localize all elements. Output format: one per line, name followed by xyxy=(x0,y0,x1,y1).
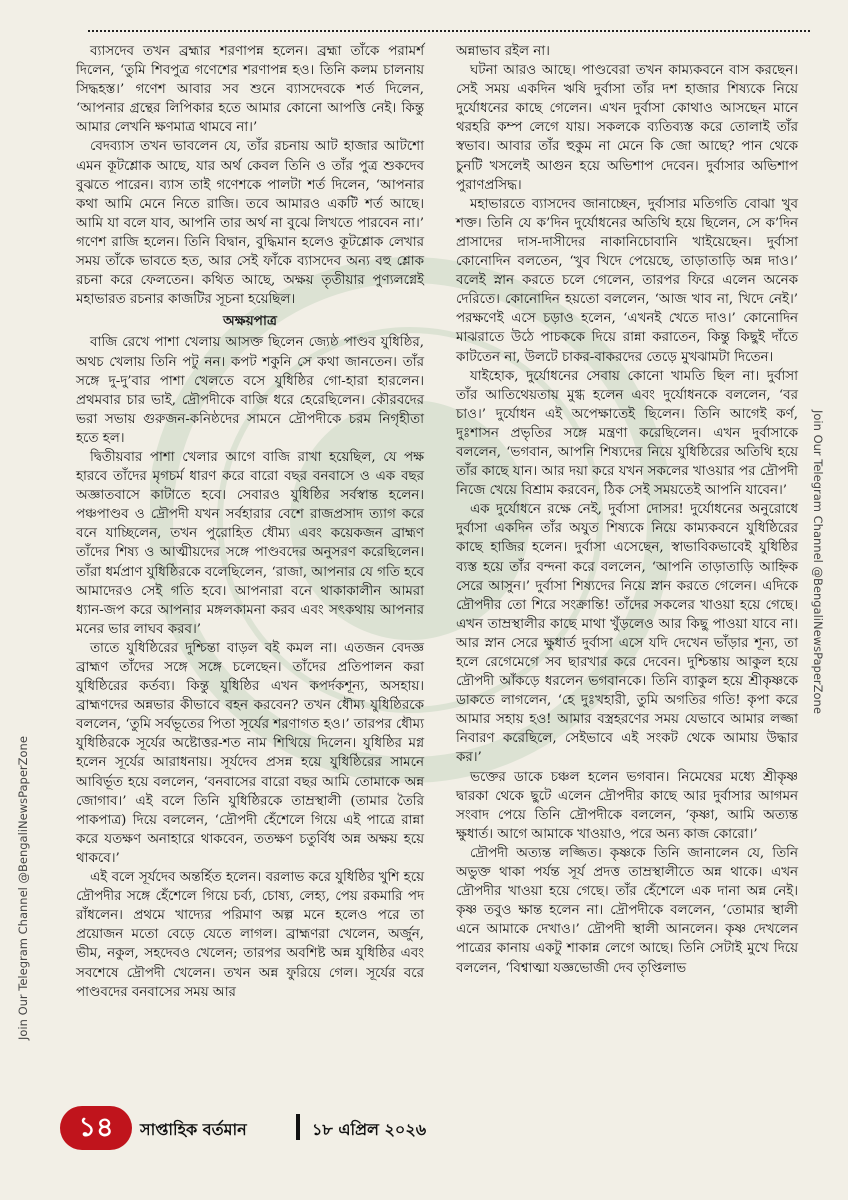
magazine-name: সাপ্তাহিক বর্তমান xyxy=(140,1120,247,1139)
left-paragraph-4: দ্বিতীয়বার পাশা খেলার আগে বাজি রাখা হয়েছিল, যে পক্ষ হারবে তাঁদের মৃগচর্ম ধারণ করে বারো বছর বনবাসে ও এক বছর অজ্ঞাতবাসে কাটাতে হবে। সেবারও যুধিষ্ঠির সর্বস্বান্ত হলেন। পঞ্চপাণ্ডব ও দ্রৌপদী যখন সর্বহারার বেশে রাজপ্রসাদ ত্যাগ করে বনে যাচ্ছিলেন, তখন পুরোহিত ধৌম্য এবং কয়েকজন ব্রাহ্মণ তাঁদের শিষ্য ও আত্মীয়দের সঙ্গে পাণ্ডবদের অনুসরণ করেছিলেন। তাঁরা ধর্মপ্রাণ যুধিষ্ঠিরকে বলেছিলেন, ‘রাজা, আপনার যে গতি হবে আমাদেরও সেই গতি হবে। আপনারা বনে থাকাকালীন আমরা ধ্যান-জপ করে আপনার মঙ্গলকামনা করব এবং সৎকথায় আপনার মনের ভার লাঘব করব।’ xyxy=(76,449,424,637)
left-paragraph-5: তাতে যুধিষ্ঠিরের দুশ্চিন্তা বাড়ল বই কমল না। এতজন বেদজ্ঞ ব্রাহ্মণ তাঁদের সঙ্গে সঙ্গে চলেছেন। তাঁদের প্রতিপালন করা যুধিষ্ঠিরের কর্তব্য। কিন্তু যুধিষ্ঠির এখন কপর্দকশূন্য, অসহায়। ব্রাহ্মণদের অন্নভার কীভাবে বহন করবেন? তখন ধৌম্য যুধিষ্ঠিরকে বললেন, ‘তুমি সর্বভূতের পিতা সূর্যের শরণাগত হও।’ তারপর ধৌম্য যুধিষ্ঠিরকে সূর্যের অষ্টোত্তর-শত নাম শিখিয়ে দিলেন। যুধিষ্ঠির মগ্ন হলেন সূর্যের আরাধনায়। সূর্যদেব প্রসন্ন হয়ে যুধিষ্ঠিরের সামনে আবির্ভূত হয়ে বললেন, ‘বনবাসের বারো বছর আমি তোমাকে অন্ন জোগাব।’ এই বলে তিনি যুধিষ্ঠিরকে তাম্রস্থালী (তামার তৈরি পাকপাত্র) দিয়ে বললেন, ‘দ্রৌপদী হেঁশেলে গিয়ে এই পাত্রে রান্না করে যতক্ষণ অনাহারে থাকবেন, ততক্ষণ চতুর্বিধ অন্ন অক্ষয় হয়ে থাকবে।’ xyxy=(76,640,424,866)
left-paragraph-2: বেদব্যাস তখন ভাবলেন যে, তাঁর রচনায় আট হাজার আটশো এমন কূটশ্লোক আছে, যার অর্থ কেবল তিনি ও তাঁর পুত্র শুকদেব বুঝতে পারেন। ব্যাস তাই গণেশকে পালটা শর্ত দিলেন, ‘আপনার কথা আমি মেনে নিতে রাজি। তবে আমারও একটি শর্ত আছে। আমি যা বলে যাব, আপনি তার অর্থ না বুঝে লিখতে পারবেন না।’ গণেশ রাজি হলেন। তিনি বিদ্বান, বুদ্ধিমান হলেও কূটশ্লোক লেখার সময় তাঁকে ভাবতে হত, আর সেই ফাঁকে ব্যাসদেব অন্য বহু শ্লোক রচনা করে ফেলতেন। কথিত আছে, অক্ষয় তৃতীয়ার পুণ্যলগ্নেই মহাভারত রচনার কাজটির সূচনা হয়েছিল। xyxy=(76,139,424,308)
left-paragraph-3: বাজি রেখে পাশা খেলায় আসক্ত ছিলেন জ্যেষ্ঠ পাণ্ডব যুধিষ্ঠির, অথচ খেলায় তিনি পটু নন। কপট শকুনি সে কথা জানতেন। তাঁর সঙ্গে দু-দু’বার পাশা খেলতে বসে যুধিষ্ঠির গো-হারা হারলেন। প্রথমবার চার ভাই, দ্রৌপদীকে বাজি ধরে হেরেছিলেন। কৌরবদের ভরা সভায় গুরুজন-কনিষ্ঠদের সামনে দ্রৌপদীকে চরম নিগৃহীতা হতে হল। xyxy=(76,335,424,446)
page-number-badge: ১৪ xyxy=(60,1106,132,1150)
right-column xyxy=(456,42,798,978)
right-paragraph-1: অন্নাভাব রইল না। xyxy=(456,44,550,59)
section-heading: অক্ষয়পাত্র xyxy=(223,313,277,330)
left-paragraph-1: ব্যাসদেব তখন ব্রহ্মার শরণাপন্ন হলেন। ব্রহ্মা তাঁকে পরামর্শ দিলেন, ‘তুমি শিবপুত্র গণেশের শরণাপন্ন হও। তিনি কলম চালনায় সিদ্ধহস্ত।’ গণেশ আবার সব শুনে ব্যাসদেবকে শর্ত দিলেন, ‘আপনার গ্রন্থের লিপিকার হতে আমার কোনো আপত্তি নেই। কিন্তু আমার লেখনি ক্ষণমাত্র থামবে না।’ xyxy=(76,44,424,136)
right-paragraph-3: মহাভারতে ব্যাসদেব জানাচ্ছেন, দুর্বাসার মতিগতি বোঝা খুব শক্ত। তিনি যে ক’দিন দুর্যোধনের অতিথি হয়ে ছিলেন, সে ক’দিন প্রাসাদের দাস-দাসীদের নাকানিচোবানি খাইয়েছেন। দুর্বাসা কোনোদিন বলতেন, ‘খুব খিদে পেয়েছে, তাড়াতাড়ি অন্ন দাও।’ বলেই স্নান করতে চলে গেলেন, তারপর ফিরে এলেন অনেক দেরিতে। কোনোদিন হয়তো বললেন, ‘আজ খাব না, খিদে নেই।’ পরক্ষণেই এসে চড়াও হলেন, ‘এখনই খেতে দাও।’ কোনোদিন মাঝরাতে উঠে পাচককে দিয়ে রান্না করাতেন, কিন্তু কিছুই দাঁতে কাটতেন না, উলটে চাকর-বাকরদের তেড়ে মুখঝামটা দিতেন। xyxy=(456,196,798,365)
left-paragraph-6: এই বলে সূর্যদেব অন্তর্হিত হলেন। বরলাভ করে যুধিষ্ঠির খুশি হয়ে দ্রৌপদীর সঙ্গে হেঁশেলে গিয়ে চর্ব্য, চোষ্য, লেহ্য, পেয় রকমারি পদ রাঁধলেন। প্রথমে খাদ্যের পরিমাণ অল্প মনে হলেও পরে তা প্রয়োজন মতো বেড়ে যেতে লাগল। ব্রাহ্মণরা খেলেন, অর্জুন, ভীম, নকুল, সহদেবও খেলেন; তারপর অবশিষ্ট অন্ন যুধিষ্ঠির এবং সবশেষে দ্রৌপদী খেলেন। তখন অন্ন ফুরিয়ে গেল। সূর্যের বরে পাণ্ডবদের বনবাসের সময় আর xyxy=(76,870,424,1000)
footer-separator xyxy=(296,1114,300,1140)
right-paragraph-7: দ্রৌপদী অত্যন্ত লজ্জিত। কৃষ্ণকে তিনি জানালেন যে, তিনি অভুক্ত থাকা পর্যন্ত সূর্য প্রদত্ত তাম্রস্থালীতে অন্ন থাকে। এখন দ্রৌপদীর খাওয়া হয়ে গেছে। তাঁর হেঁশেলে এক দানা অন্ন নেই। কৃষ্ণ তবুও ক্ষান্ত হলেন না। দ্রৌপদীকে বললেন, ‘তোমার স্থালী এনে আমাকে দেখাও।’ দ্রৌপদী স্থালী আনলেন। কৃষ্ণ দেখলেন পাত্রের কানায় একটু শাকান্ন লেগে আছে। তিনি সেটাই মুখে দিয়ে বললেন, ‘বিশ্বাত্মা যজ্ঞভোজী দেব তৃপ্তিলাভ xyxy=(456,845,798,976)
right-paragraph-2: ঘটনা আরও আছে। পাণ্ডবেরা তখন কাম্যকবনে বাস করছেন। সেই সময় একদিন ঋষি দুর্বাসা তাঁর দশ হাজার শিষ্যকে নিয়ে দুর্যোধনের কাছে গেলেন। এখন দুর্বাসা কোথাও আসছেন মানে থরহরি কম্প লেগে যায়। সকলকে ব্যতিব্যস্ত করে তোলাই তাঁর স্বভাব। আবার তাঁর হুকুম না মেনে কি জো আছে? পান থেকে চুনটি খসলেই আগুন হয়ে অভিশাপ দেবেন। দুর্বাসার অভিশাপ পুরাণপ্রসিদ্ধ। xyxy=(456,63,798,193)
side-telegram-text-right: Join Our Telegram Channel @BengaliNewsPaperZone xyxy=(811,410,825,714)
right-paragraph-5: এক দুর্যোধনে রক্ষে নেই, দুর্বাসা দোসর! দুর্যোধনের অনুরোধে দুর্বাসা একদিন তাঁর অযুত শিষ্যকে নিয়ে কাম্যকবনে যুধিষ্ঠিরের কাছে হাজির হলেন। দুর্বাসা এসেছেন, স্বাভাবিকভাবেই যুধিষ্ঠির ব্যস্ত হয়ে তাঁর বন্দনা করে বললেন, ‘আপনি তাড়াতাড়ি আহ্নিক সেরে আসুন।’ দুর্বাসা শিষ্যদের নিয়ে স্নান করতে গেলেন। এদিকে দ্রৌপদীর তো শিরে সংক্রান্তি! তাঁদের সকলের খাওয়া হয়ে গেছে। এখন তাম্রস্থালীর কাছে মাথা খুঁড়লেও আর কিছু পাওয়া যাবে না। আর স্নান সেরে ক্ষুধার্ত দুর্বাসা এসে যদি দেখেন ভাঁড়ার শূন্য, তা হলে রেগেমেগে সব ছারখার করে দেবেন। দুশ্চিন্তায় আকুল হয়ে দ্রৌপদী আঁকড়ে ধরলেন ভগবানকে। তিনি ব্যাকুল হয়ে শ্রীকৃষ্ণকে ডাকতে লাগলেন, ‘হে দুঃখহারী, তুমি অগতির গতি! কৃপা করে আমার সহায় হও! আমার বস্ত্রহরণের সময় যেভাবে আমার লজ্জা নিবারণ করেছিলে, সেইভাবে এই সংকট থেকে আমায় উদ্ধার কর।’ xyxy=(456,502,798,766)
top-dotted-rule xyxy=(88,30,810,32)
right-paragraph-6: ভক্তের ডাকে চঞ্চল হলেন ভগবান। নিমেষের মধ্যে শ্রীকৃষ্ণ দ্বারকা থেকে ছুটে এলেন দ্রৌপদীর কাছে আর দুর্বাসার আগমন সংবাদ পেয়ে তিনি দ্রৌপদীকে বললেন, ‘কৃষ্ণা, আমি অত্যন্ত ক্ষুধার্ত। আগে আমাকে খাওয়াও, পরে অন্য কাজ কোরো।’ xyxy=(456,769,798,842)
left-column xyxy=(76,42,424,1002)
page-footer xyxy=(60,1106,800,1156)
right-paragraph-4: যাইহোক, দুর্যোধনের সেবায় কোনো খামতি ছিল না। দুর্বাসা তাঁর আতিথেয়তায় মুগ্ধ হলেন এবং দুর্যোধনকে বললেন, ‘বর চাও।’ দুর্যোধন এই অপেক্ষাতেই ছিলেন। তিনি আগেই কর্ণ, দুঃশাসন প্রভৃতির সঙ্গে মন্ত্রণা করেছিলেন। এখন দুর্বাসাকে বললেন, ‘ভগবান, আপনি শিষ্যদের নিয়ে যুধিষ্ঠিরের অতিথি হয়ে তাঁর কাছে যান। আর দয়া করে যখন সকলের খাওয়ার পর দ্রৌপদী নিজে খেয়ে বিশ্রাম করবেন, ঠিক সেই সময়তেই আপনি যাবেন।’ xyxy=(456,368,798,499)
issue-date: ১৮ এপ্রিল ২০২৬ xyxy=(312,1120,427,1139)
side-telegram-text-left: Join Our Telegram Channel @BengaliNewsPaperZone xyxy=(16,736,30,1040)
